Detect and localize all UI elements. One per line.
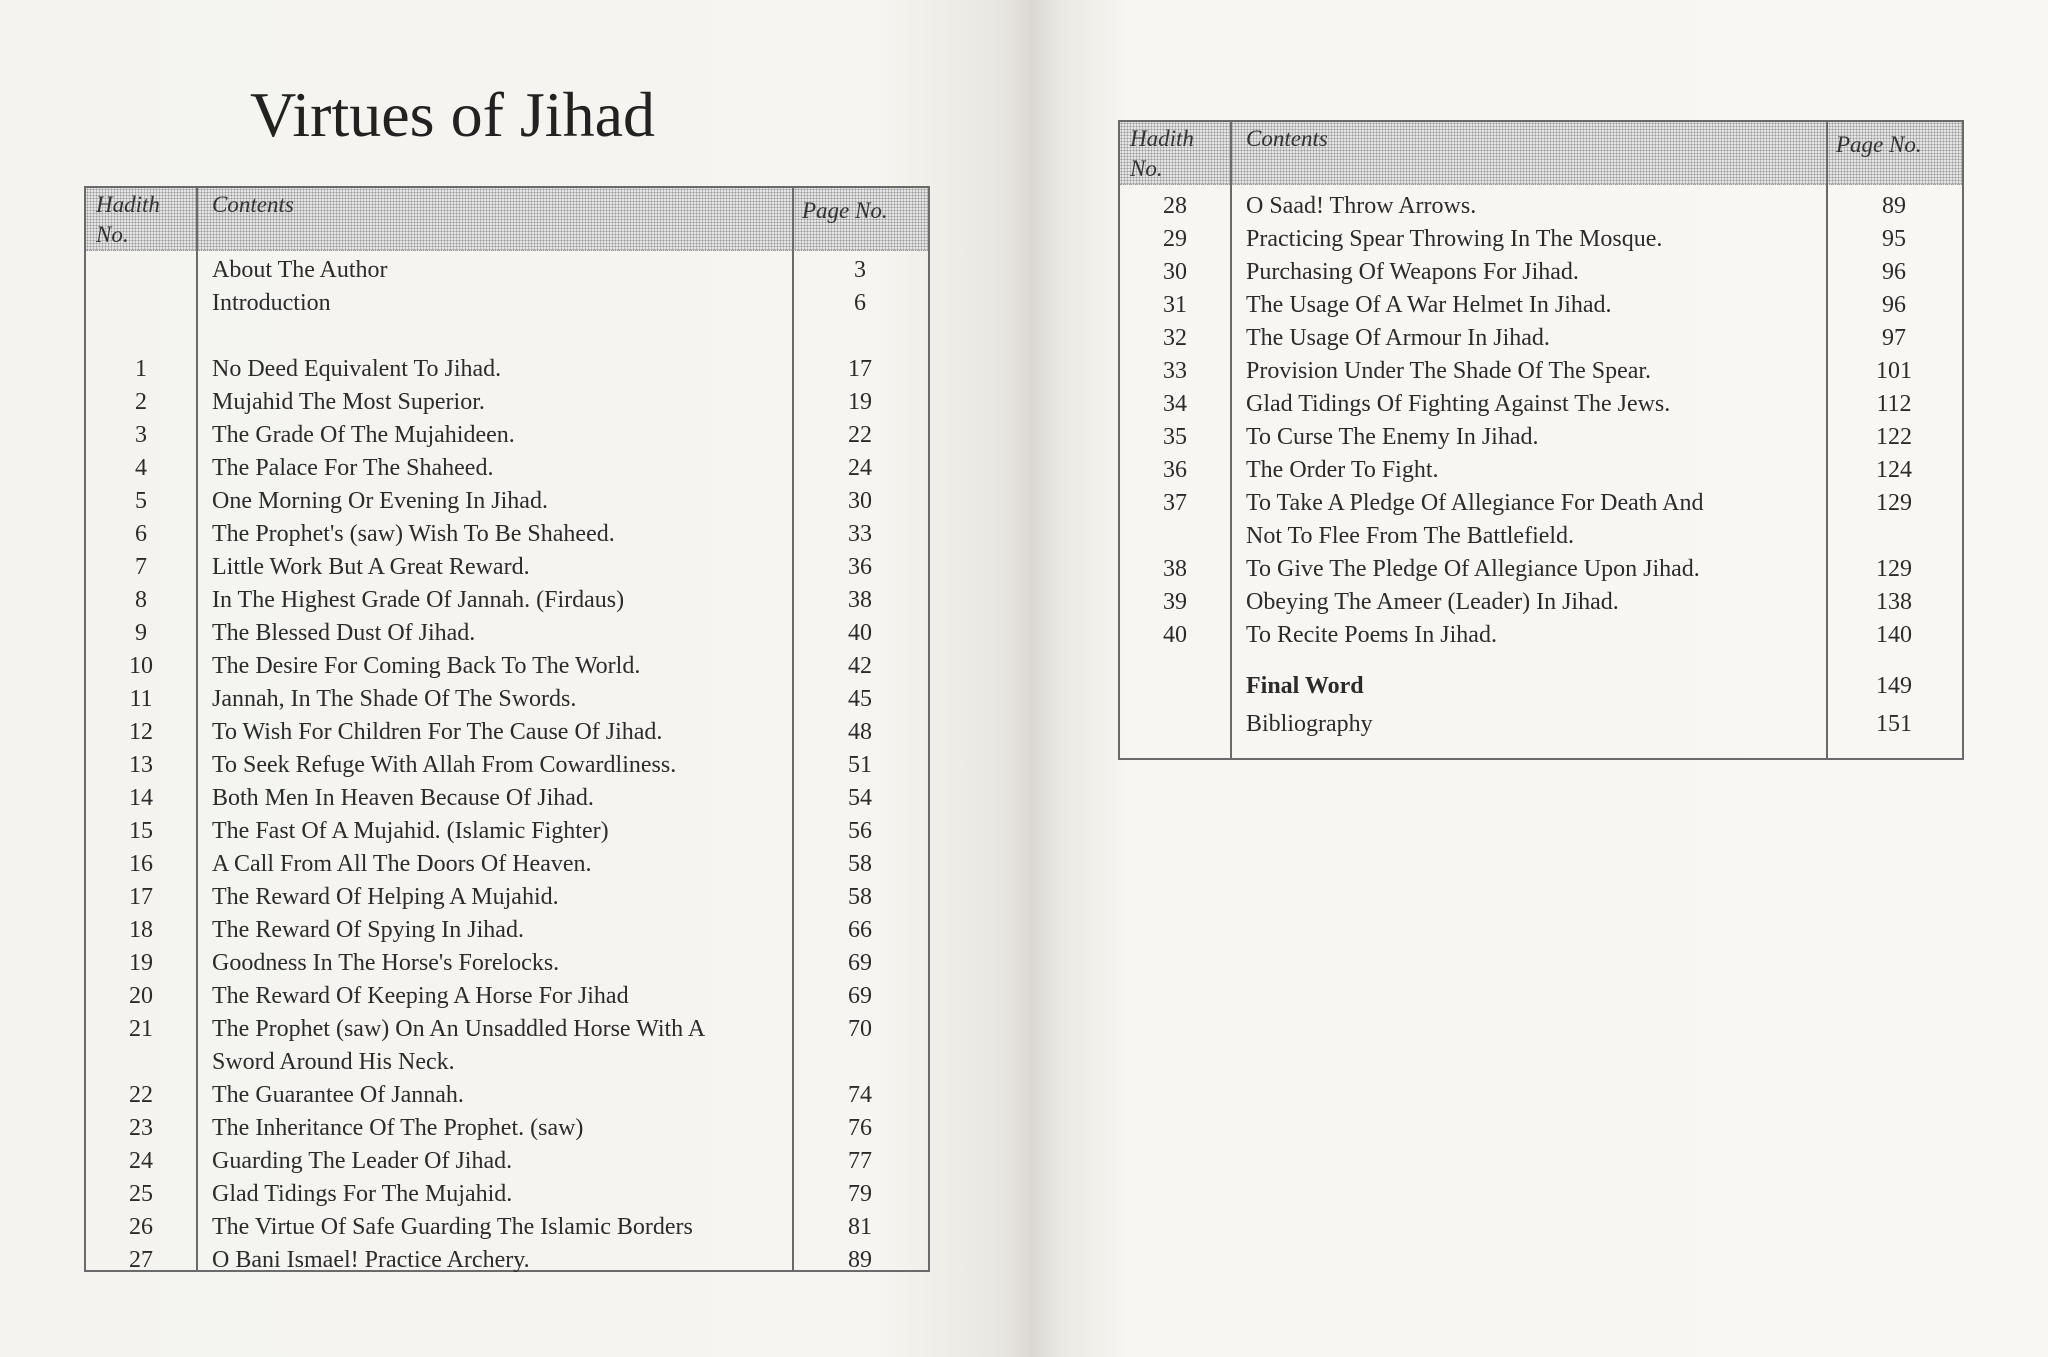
hadith-number: 8	[135, 587, 147, 613]
hadith-number: 3	[135, 422, 147, 448]
table-row	[1120, 388, 1962, 421]
page-number: 19	[848, 389, 872, 415]
entry-title: The Prophet (saw) On An Unsaddled Horse With A	[212, 1016, 706, 1042]
header-hadith-no: Hadith No.	[96, 192, 160, 247]
page-number: 58	[848, 884, 872, 910]
table-row	[86, 1211, 928, 1244]
hadith-number: 23	[129, 1115, 153, 1141]
table-row	[86, 485, 928, 518]
hadith-number: 18	[129, 917, 153, 943]
page-number: 122	[1876, 424, 1912, 450]
hadith-number: 26	[129, 1214, 153, 1240]
hadith-number: 40	[1163, 622, 1187, 648]
entry-title: Jannah, In The Shade Of The Swords.	[212, 686, 577, 712]
table-row	[86, 815, 928, 848]
entry-title: Sword Around His Neck.	[212, 1049, 455, 1075]
table-row	[86, 518, 928, 551]
hadith-number: 20	[129, 983, 153, 1009]
entry-title: O Bani Ismael! Practice Archery.	[212, 1247, 530, 1273]
table-row	[1120, 223, 1962, 256]
table-row	[86, 716, 928, 749]
entry-title: Bibliography	[1246, 711, 1373, 737]
hadith-number: 12	[129, 719, 153, 745]
hadith-number: 6	[135, 521, 147, 547]
page-number: 76	[848, 1115, 872, 1141]
page-number: 45	[848, 686, 872, 712]
table-row	[86, 1079, 928, 1112]
entry-title: To Take A Pledge Of Allegiance For Death And	[1246, 490, 1704, 516]
table-row	[86, 848, 928, 881]
table-row	[1120, 586, 1962, 619]
entry-title: The Virtue Of Safe Guarding The Islamic Borders	[212, 1214, 693, 1240]
table-row	[1120, 553, 1962, 586]
page-number: 151	[1876, 711, 1912, 737]
toc-table-right	[1118, 120, 1964, 760]
hadith-number: 16	[129, 851, 153, 877]
table-row	[86, 1046, 928, 1079]
entry-title: Provision Under The Shade Of The Spear.	[1246, 358, 1652, 384]
entry-title: The Desire For Coming Back To The World.	[212, 653, 641, 679]
entry-title: Practicing Spear Throwing In The Mosque.	[1246, 226, 1663, 252]
table-row	[86, 419, 928, 452]
hadith-number: 30	[1163, 259, 1187, 285]
page-number: 22	[848, 422, 872, 448]
table-row	[1120, 520, 1962, 553]
table-row	[1120, 487, 1962, 520]
hadith-number: 29	[1163, 226, 1187, 252]
page-number: 66	[848, 917, 872, 943]
hadith-number: 4	[135, 455, 147, 481]
page-number: 38	[848, 587, 872, 613]
entry-title: Introduction	[212, 290, 331, 316]
table-row	[1120, 454, 1962, 487]
entry-title: The Prophet's (saw) Wish To Be Shaheed.	[212, 521, 615, 547]
entry-title: Final Word	[1246, 673, 1364, 699]
hadith-number: 24	[129, 1148, 153, 1174]
page-number: 48	[848, 719, 872, 745]
table-row	[1120, 256, 1962, 289]
entry-title: To Curse The Enemy In Jihad.	[1246, 424, 1539, 450]
hadith-number: 36	[1163, 457, 1187, 483]
table-row	[86, 1244, 928, 1277]
hadith-number: 27	[129, 1247, 153, 1273]
page-number: 79	[848, 1181, 872, 1207]
entry-title: The Palace For The Shaheed.	[212, 455, 494, 481]
page-number: 124	[1876, 457, 1912, 483]
entry-title: The Order To Fight.	[1246, 457, 1439, 483]
hadith-number: 15	[129, 818, 153, 844]
entry-title: A Call From All The Doors Of Heaven.	[212, 851, 592, 877]
hadith-number: 37	[1163, 490, 1187, 516]
page-number: 6	[854, 290, 866, 316]
page-number: 96	[1882, 292, 1906, 318]
entry-title: Mujahid The Most Superior.	[212, 389, 485, 415]
entry-title: The Usage Of Armour In Jihad.	[1246, 325, 1550, 351]
table-row	[86, 617, 928, 650]
page-number: 138	[1876, 589, 1912, 615]
page-number: 77	[848, 1148, 872, 1174]
page-number: 58	[848, 851, 872, 877]
page-number: 69	[848, 983, 872, 1009]
page-number: 97	[1882, 325, 1906, 351]
entry-title: O Saad! Throw Arrows.	[1246, 193, 1477, 219]
entry-title: Both Men In Heaven Because Of Jihad.	[212, 785, 594, 811]
page-number: 40	[848, 620, 872, 646]
entry-title: Glad Tidings Of Fighting Against The Jews.	[1246, 391, 1671, 417]
table-row	[1120, 421, 1962, 454]
table-row	[86, 683, 928, 716]
page-number: 89	[1882, 193, 1906, 219]
header-contents: Contents	[212, 192, 294, 217]
table-row	[86, 353, 928, 386]
entry-title: The Reward Of Spying In Jihad.	[212, 917, 524, 943]
page-number: 129	[1876, 556, 1912, 582]
entry-title: In The Highest Grade Of Jannah. (Firdaus)	[212, 587, 625, 613]
page-number: 129	[1876, 490, 1912, 516]
hadith-number: 39	[1163, 589, 1187, 615]
table-row	[1120, 670, 1962, 703]
hadith-number: 19	[129, 950, 153, 976]
table-header	[86, 188, 928, 251]
entry-title: No Deed Equivalent To Jihad.	[212, 356, 502, 382]
table-row	[86, 452, 928, 485]
page-number: 56	[848, 818, 872, 844]
page-number: 33	[848, 521, 872, 547]
page-number: 42	[848, 653, 872, 679]
hadith-number: 28	[1163, 193, 1187, 219]
hadith-number: 31	[1163, 292, 1187, 318]
book-title: Virtues of Jihad	[250, 79, 655, 150]
hadith-number: 2	[135, 389, 147, 415]
page-number: 112	[1876, 391, 1912, 417]
hadith-number: 34	[1163, 391, 1187, 417]
entry-title: Guarding The Leader Of Jihad.	[212, 1148, 513, 1174]
table-header	[1120, 122, 1962, 185]
entry-title: The Usage Of A War Helmet In Jihad.	[1246, 292, 1612, 318]
table-row	[86, 1145, 928, 1178]
hadith-number: 22	[129, 1082, 153, 1108]
table-row	[86, 1112, 928, 1145]
page-number: 74	[848, 1082, 872, 1108]
header-page-no: Page No.	[1836, 132, 1922, 157]
hadith-number: 1	[135, 356, 147, 382]
header-hadith-no: Hadith No.	[1130, 126, 1194, 181]
header-page-no: Page No.	[802, 198, 888, 223]
table-row	[86, 1178, 928, 1211]
table-row	[86, 650, 928, 683]
entry-title: The Grade Of The Mujahideen.	[212, 422, 515, 448]
entry-title: Little Work But A Great Reward.	[212, 554, 530, 580]
page-number: 3	[854, 257, 866, 283]
page-number: 24	[848, 455, 872, 481]
hadith-number: 17	[129, 884, 153, 910]
table-row	[86, 782, 928, 815]
hadith-number: 9	[135, 620, 147, 646]
entry-title: The Reward Of Keeping A Horse For Jihad	[212, 983, 629, 1009]
table-row	[1120, 355, 1962, 388]
entry-title: Not To Flee From The Battlefield.	[1246, 523, 1575, 549]
entry-title: About The Author	[212, 257, 388, 283]
hadith-number: 14	[129, 785, 153, 811]
entry-title: The Inheritance Of The Prophet. (saw)	[212, 1115, 584, 1141]
hadith-number: 25	[129, 1181, 153, 1207]
table-row	[86, 914, 928, 947]
page-number: 30	[848, 488, 872, 514]
table-row	[86, 881, 928, 914]
table-row	[86, 386, 928, 419]
page-number: 89	[848, 1247, 872, 1273]
table-row	[86, 980, 928, 1013]
hadith-number: 21	[129, 1016, 153, 1042]
hadith-number: 7	[135, 554, 147, 580]
toc-table-left	[84, 186, 930, 1272]
hadith-number: 10	[129, 653, 153, 679]
page-number: 54	[848, 785, 872, 811]
table-row	[1120, 708, 1962, 741]
hadith-number: 13	[129, 752, 153, 778]
entry-title: Glad Tidings For The Mujahid.	[212, 1181, 513, 1207]
hadith-number: 33	[1163, 358, 1187, 384]
entry-title: Goodness In The Horse's Forelocks.	[212, 950, 560, 976]
entry-title: To Give The Pledge Of Allegiance Upon Jihad.	[1246, 556, 1700, 582]
entry-title: To Wish For Children For The Cause Of Jihad.	[212, 719, 663, 745]
table-row	[1120, 322, 1962, 355]
page-number: 51	[848, 752, 872, 778]
entry-title: To Seek Refuge With Allah From Cowardliness.	[212, 752, 677, 778]
table-row	[86, 551, 928, 584]
hadith-number: 11	[129, 686, 153, 712]
page-number: 36	[848, 554, 872, 580]
page-number: 95	[1882, 226, 1906, 252]
entry-title: The Guarantee Of Jannah.	[212, 1082, 464, 1108]
page-number: 81	[848, 1214, 872, 1240]
entry-title: The Blessed Dust Of Jihad.	[212, 620, 476, 646]
hadith-number: 5	[135, 488, 147, 514]
entry-title: Obeying The Ameer (Leader) In Jihad.	[1246, 589, 1619, 615]
table-row	[86, 749, 928, 782]
table-row	[86, 1013, 928, 1046]
table-row	[1120, 619, 1962, 652]
hadith-number: 32	[1163, 325, 1187, 351]
table-row	[86, 254, 928, 287]
page-number: 17	[848, 356, 872, 382]
entry-title: To Recite Poems In Jihad.	[1246, 622, 1497, 648]
table-row	[86, 287, 928, 320]
page-number: 101	[1876, 358, 1912, 384]
table-row	[1120, 190, 1962, 223]
entry-title: One Morning Or Evening In Jihad.	[212, 488, 548, 514]
table-row	[1120, 289, 1962, 322]
entry-title: Purchasing Of Weapons For Jihad.	[1246, 259, 1579, 285]
page-number: 70	[848, 1016, 872, 1042]
page-number: 140	[1876, 622, 1912, 648]
table-row	[86, 947, 928, 980]
header-contents: Contents	[1246, 126, 1328, 151]
entry-title: The Reward Of Helping A Mujahid.	[212, 884, 559, 910]
page-number: 149	[1876, 673, 1912, 699]
hadith-number: 35	[1163, 424, 1187, 450]
page-number: 69	[848, 950, 872, 976]
table-row	[86, 584, 928, 617]
hadith-number: 38	[1163, 556, 1187, 582]
right-page	[1030, 0, 2048, 1357]
entry-title: The Fast Of A Mujahid. (Islamic Fighter)	[212, 818, 609, 844]
page-number: 96	[1882, 259, 1906, 285]
